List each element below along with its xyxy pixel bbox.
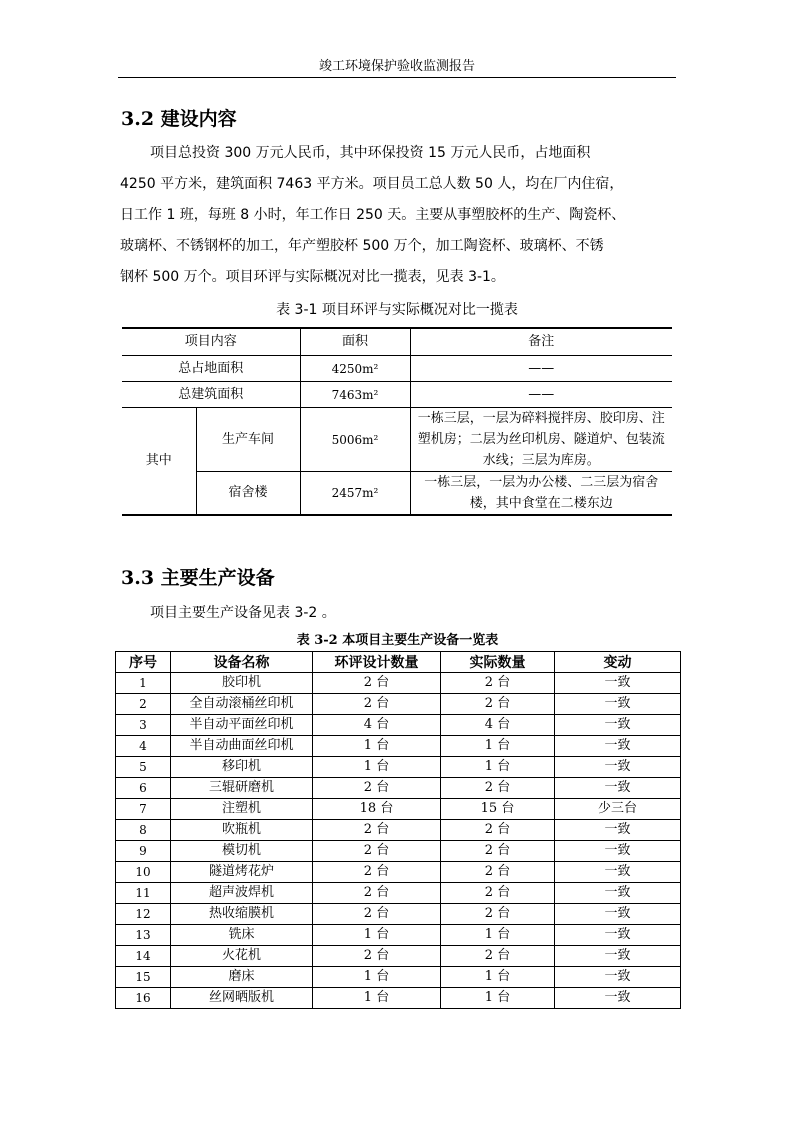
section-3-3-paragraph: 项目主要生产设备见表 3-2 。 — [150, 605, 336, 621]
table-row — [116, 820, 681, 841]
equipment-name-cell: 磨床 — [171, 967, 313, 988]
change-cell: 一致 — [555, 883, 681, 904]
change-cell: 一致 — [555, 925, 681, 946]
change-cell: 一致 — [555, 673, 681, 694]
column-header: 项目内容 — [122, 328, 300, 356]
column-header: 面积 — [300, 328, 410, 356]
table-header-row — [122, 328, 672, 356]
actual-quantity-cell: 2 台 — [441, 694, 555, 715]
table-cell: 总占地面积 — [122, 356, 300, 382]
actual-quantity-cell: 4 台 — [441, 715, 555, 736]
design-quantity-cell: 1 台 — [313, 757, 441, 778]
seq-cell: 15 — [116, 967, 171, 988]
seq-cell: 14 — [116, 946, 171, 967]
paragraph-line: 玻璃杯、不锈钢杯的加工，年产塑胶杯 500 万个，加工陶瓷杯、玻璃杯、不锈 — [120, 238, 604, 254]
design-quantity-cell: 2 台 — [313, 778, 441, 799]
equipment-name-cell: 半自动平面丝印机 — [171, 715, 313, 736]
change-cell: 一致 — [555, 757, 681, 778]
change-cell: 少三台 — [555, 799, 681, 820]
seq-cell: 16 — [116, 988, 171, 1009]
column-header: 备注 — [410, 328, 672, 356]
equipment-name-cell: 铣床 — [171, 925, 313, 946]
change-cell: 一致 — [555, 778, 681, 799]
table-row — [116, 883, 681, 904]
table-cell: 2457m² — [300, 472, 410, 516]
equipment-name-cell: 隧道烤花炉 — [171, 862, 313, 883]
design-quantity-cell: 2 台 — [313, 904, 441, 925]
table-cell: 5006m² — [300, 408, 410, 472]
equipment-name-cell: 火花机 — [171, 946, 313, 967]
actual-quantity-cell: 2 台 — [441, 862, 555, 883]
actual-quantity-cell: 2 台 — [441, 820, 555, 841]
table-row — [116, 841, 681, 862]
equipment-name-cell: 三辊研磨机 — [171, 778, 313, 799]
table-row — [116, 967, 681, 988]
table-cell: 总建筑面积 — [122, 382, 300, 408]
design-quantity-cell: 1 台 — [313, 988, 441, 1009]
change-cell: 一致 — [555, 946, 681, 967]
design-quantity-cell: 2 台 — [313, 883, 441, 904]
actual-quantity-cell: 1 台 — [441, 736, 555, 757]
actual-quantity-cell: 2 台 — [441, 841, 555, 862]
seq-cell: 8 — [116, 820, 171, 841]
seq-cell: 12 — [116, 904, 171, 925]
table-row — [122, 472, 672, 516]
seq-cell: 5 — [116, 757, 171, 778]
table-row — [116, 799, 681, 820]
table-3-1 — [122, 327, 672, 516]
change-cell: 一致 — [555, 694, 681, 715]
actual-quantity-cell: 2 台 — [441, 946, 555, 967]
table-row — [116, 736, 681, 757]
actual-quantity-cell: 2 台 — [441, 673, 555, 694]
seq-cell: 10 — [116, 862, 171, 883]
table-3-2-caption: 表 3-2 本项目主要生产设备一览表 — [296, 633, 499, 648]
paragraph-line: 4250 平方米，建筑面积 7463 平方米。项目员工总人数 50 人，均在厂内住宿， — [120, 176, 624, 192]
table-header-row — [116, 652, 681, 673]
change-cell: 一致 — [555, 862, 681, 883]
column-header: 实际数量 — [441, 652, 555, 673]
table-row — [122, 356, 672, 382]
design-quantity-cell: 2 台 — [313, 694, 441, 715]
design-quantity-cell: 2 台 — [313, 673, 441, 694]
table-row — [116, 904, 681, 925]
change-cell: 一致 — [555, 904, 681, 925]
actual-quantity-cell: 1 台 — [441, 757, 555, 778]
design-quantity-cell: 4 台 — [313, 715, 441, 736]
table-row — [116, 715, 681, 736]
table-row — [116, 988, 681, 1009]
equipment-name-cell: 移印机 — [171, 757, 313, 778]
design-quantity-cell: 18 台 — [313, 799, 441, 820]
table-cell: 一栋三层，一层为碎料搅拌房、胶印房、注塑机房；二层为丝印机房、隧道炉、包装流水线；三层为库房。 — [410, 408, 672, 472]
column-header: 环评设计数量 — [313, 652, 441, 673]
actual-quantity-cell: 2 台 — [441, 904, 555, 925]
table-row — [116, 862, 681, 883]
change-cell: 一致 — [555, 736, 681, 757]
change-cell: 一致 — [555, 841, 681, 862]
change-cell: 一致 — [555, 967, 681, 988]
seq-cell: 11 — [116, 883, 171, 904]
paragraph-line: 项目总投资 300 万元人民币，其中环保投资 15 万元人民币，占地面积 — [150, 145, 591, 161]
column-header: 变动 — [555, 652, 681, 673]
design-quantity-cell: 2 台 — [313, 862, 441, 883]
table-row — [122, 408, 672, 472]
actual-quantity-cell: 2 台 — [441, 883, 555, 904]
design-quantity-cell: 1 台 — [313, 736, 441, 757]
table-row — [116, 778, 681, 799]
table-row — [116, 946, 681, 967]
equipment-name-cell: 半自动曲面丝印机 — [171, 736, 313, 757]
equipment-name-cell: 全自动滚桶丝印机 — [171, 694, 313, 715]
table-cell: 4250m² — [300, 356, 410, 382]
section-heading-3-3: 3.3 主要生产设备 — [121, 567, 275, 589]
equipment-name-cell: 模切机 — [171, 841, 313, 862]
actual-quantity-cell: 1 台 — [441, 967, 555, 988]
change-cell: 一致 — [555, 988, 681, 1009]
design-quantity-cell: 1 台 — [313, 967, 441, 988]
header-divider — [118, 77, 676, 78]
equipment-name-cell: 注塑机 — [171, 799, 313, 820]
page-header-title: 竣工环境保护验收监测报告 — [318, 59, 475, 74]
section-heading-3-2: 3.2 建设内容 — [121, 108, 237, 130]
equipment-name-cell: 超声波焊机 — [171, 883, 313, 904]
group-label-cell: 其中 — [122, 408, 196, 516]
seq-cell: 3 — [116, 715, 171, 736]
table-cell: 生产车间 — [196, 408, 300, 472]
change-cell: 一致 — [555, 715, 681, 736]
table-cell: 7463m² — [300, 382, 410, 408]
table-row — [116, 694, 681, 715]
column-header: 设备名称 — [171, 652, 313, 673]
seq-cell: 2 — [116, 694, 171, 715]
actual-quantity-cell: 1 台 — [441, 988, 555, 1009]
design-quantity-cell: 2 台 — [313, 841, 441, 862]
paragraph-line: 钢杯 500 万个。项目环评与实际概况对比一揽表，见表 3-1。 — [120, 269, 505, 285]
paragraph-line: 日工作 1 班，每班 8 小时，年工作日 250 天。主要从事塑胶杯的生产、陶瓷杯、 — [120, 207, 626, 223]
equipment-name-cell: 热收缩膜机 — [171, 904, 313, 925]
table-row — [116, 673, 681, 694]
seq-cell: 1 — [116, 673, 171, 694]
table-cell: 宿舍楼 — [196, 472, 300, 516]
seq-cell: 6 — [116, 778, 171, 799]
column-header: 序号 — [116, 652, 171, 673]
table-body — [116, 673, 681, 1009]
seq-cell: 9 — [116, 841, 171, 862]
table-row — [122, 382, 672, 408]
actual-quantity-cell: 1 台 — [441, 925, 555, 946]
design-quantity-cell: 2 台 — [313, 946, 441, 967]
seq-cell: 7 — [116, 799, 171, 820]
change-cell: 一致 — [555, 820, 681, 841]
equipment-name-cell: 吹瓶机 — [171, 820, 313, 841]
seq-cell: 13 — [116, 925, 171, 946]
table-cell: —— — [410, 356, 672, 382]
equipment-name-cell: 胶印机 — [171, 673, 313, 694]
table-cell: 一栋三层，一层为办公楼、二三层为宿舍楼，其中食堂在二楼东边 — [410, 472, 672, 516]
table-cell: —— — [410, 382, 672, 408]
table-row — [116, 757, 681, 778]
actual-quantity-cell: 2 台 — [441, 778, 555, 799]
seq-cell: 4 — [116, 736, 171, 757]
table-3-1-caption: 表 3-1 项目环评与实际概况对比一揽表 — [276, 302, 518, 318]
equipment-name-cell: 丝网晒版机 — [171, 988, 313, 1009]
table-row — [116, 925, 681, 946]
table-3-2 — [115, 651, 681, 1009]
actual-quantity-cell: 15 台 — [441, 799, 555, 820]
design-quantity-cell: 1 台 — [313, 925, 441, 946]
design-quantity-cell: 2 台 — [313, 820, 441, 841]
